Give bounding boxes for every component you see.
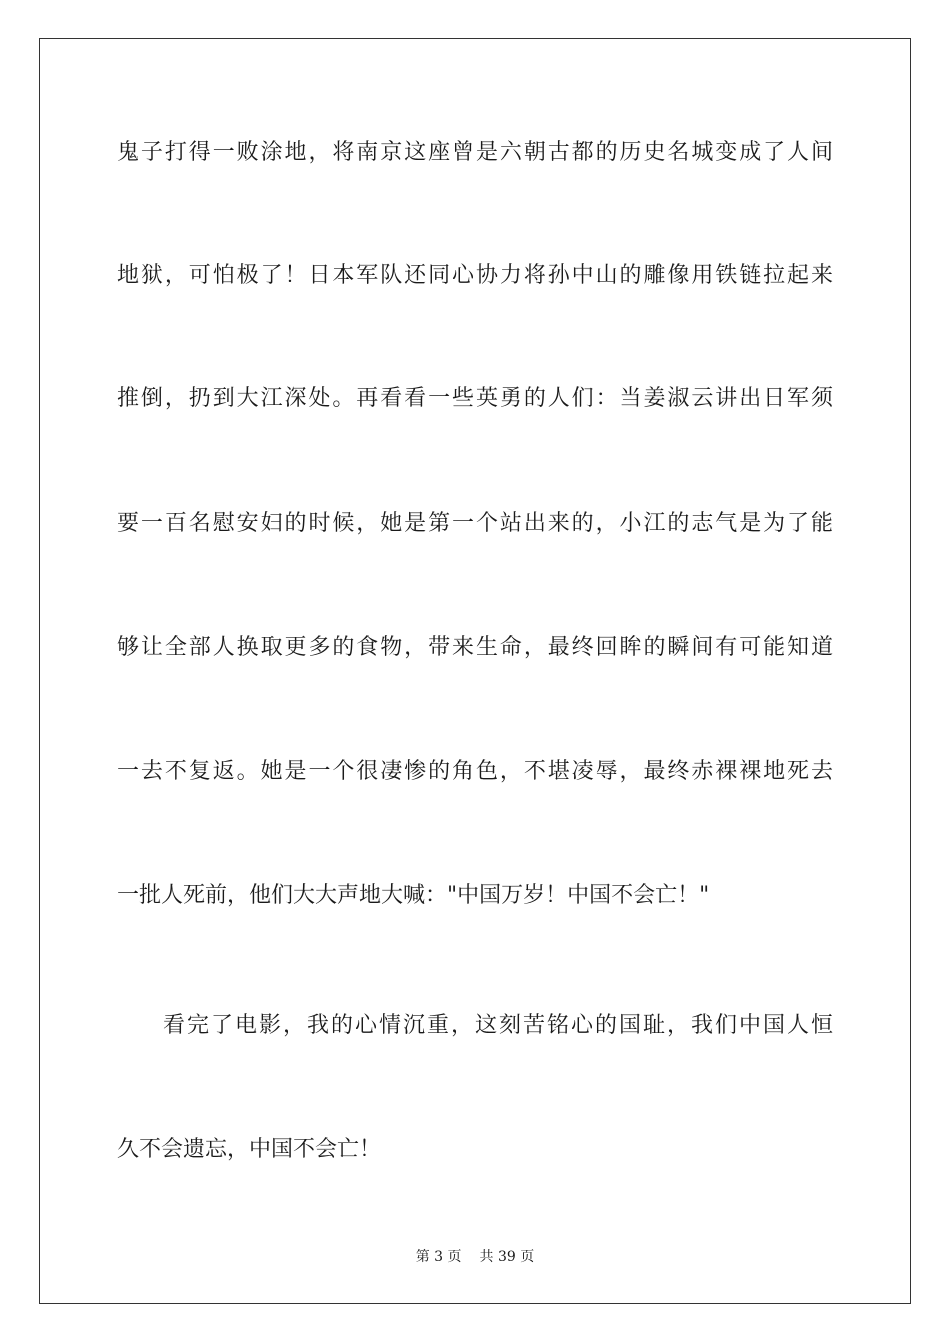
text-line: 地狱，可怕极了！日本军队还同心协力将孙中山的雕像用铁链拉起来 (117, 263, 833, 288)
text-line: 够让全部人换取更多的食物，带来生命，最终回眸的瞬间有可能知道 (117, 635, 833, 660)
page-total: 共 39 页 (479, 1249, 535, 1265)
text-line: 鬼子打得一败涂地，将南京这座曾是六朝古都的历史名城变成了人间 (117, 140, 833, 165)
text-line: 久不会遗忘，中国不会亡！ (117, 1137, 382, 1162)
page-footer (0, 1248, 950, 1266)
text-line: 一去不复返。她是一个很凄惨的角色，不堪凌辱，最终赤裸裸地死去 (117, 759, 833, 784)
text-line: 推倒，扔到大江深处。再看看一些英勇的人们：当姜淑云讲出日军须 (117, 386, 833, 411)
page-number: 第 3 页 (415, 1249, 462, 1265)
text-line: 要一百名慰安妇的时候，她是第一个站出来的，小江的志气是为了能 (117, 511, 833, 536)
page-frame (39, 38, 911, 1304)
paragraph-first-line: 看完了电影，我的心情沉重，这刻苦铭心的国耻，我们中国人恒 (163, 1013, 833, 1038)
text-line: 一批人死前，他们大大声地大喊："中国万岁！中国不会亡！" (117, 883, 710, 908)
